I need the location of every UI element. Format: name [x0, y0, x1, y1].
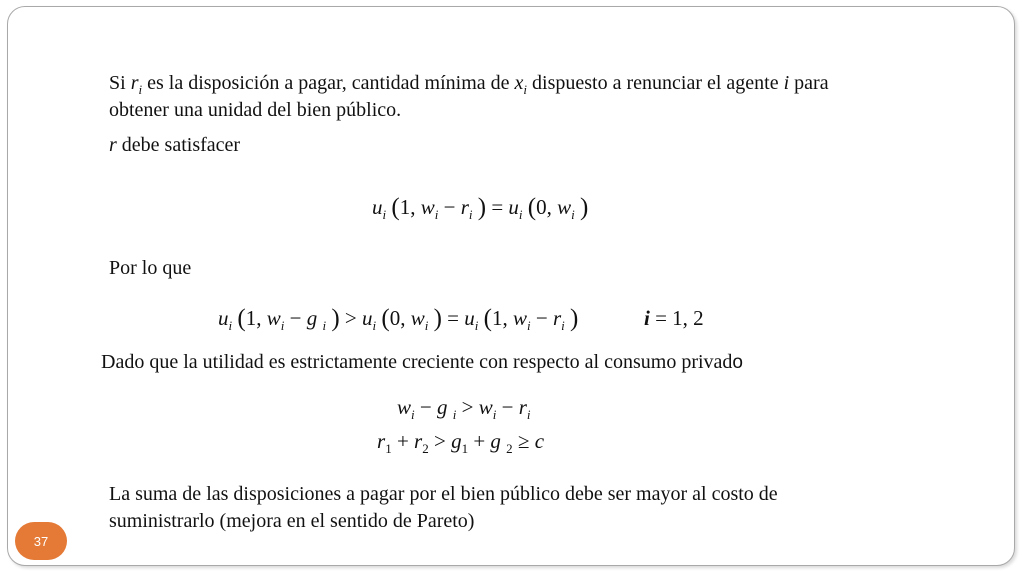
equation-sum: $r_1 + r_2 > g_1 + g$ $_2$ ≥ c [377, 429, 545, 456]
equation-inequality: $u_i$ (1, $w_i - g$ $_i$ ) > $u_i$ (0, $w_i$ ) = $u_i$ (1, $w_i - r_i$ ) [218, 305, 579, 333]
page-number-badge: 37 [15, 522, 67, 560]
equation-wealth: $w_i - g$ $_i > w_i - r_i$ [397, 395, 531, 422]
paragraph-therefore: Por lo que [109, 257, 192, 279]
paragraph-monotonic: Dado que la utilidad es estrictamente creciente con respecto al consumo privado [101, 351, 743, 373]
paragraph-conclusion-line1: La suma de las disposiciones a pagar por el bien público debe ser mayor al costo de [109, 483, 778, 505]
paragraph-definition-line2: obtener una unidad del bien público. [109, 99, 402, 121]
paragraph-conclusion-line2: suministrarlo (mejora en el sentido de Pareto) [109, 510, 475, 532]
equation-index-condition: i = 1, 2 [644, 306, 704, 330]
paragraph-condition: r debe satisfacer [109, 134, 241, 156]
paragraph-definition-line1: Si $r_i$ es la disposición a pagar, cantidad mínima de $x_i$ dispuesto a renunciar el agente i para [109, 72, 829, 97]
equation-indifference: $u_i$ (1, $w_i - r_i$ ) = $u_i$ (0, $w_i$ ) [372, 194, 589, 222]
